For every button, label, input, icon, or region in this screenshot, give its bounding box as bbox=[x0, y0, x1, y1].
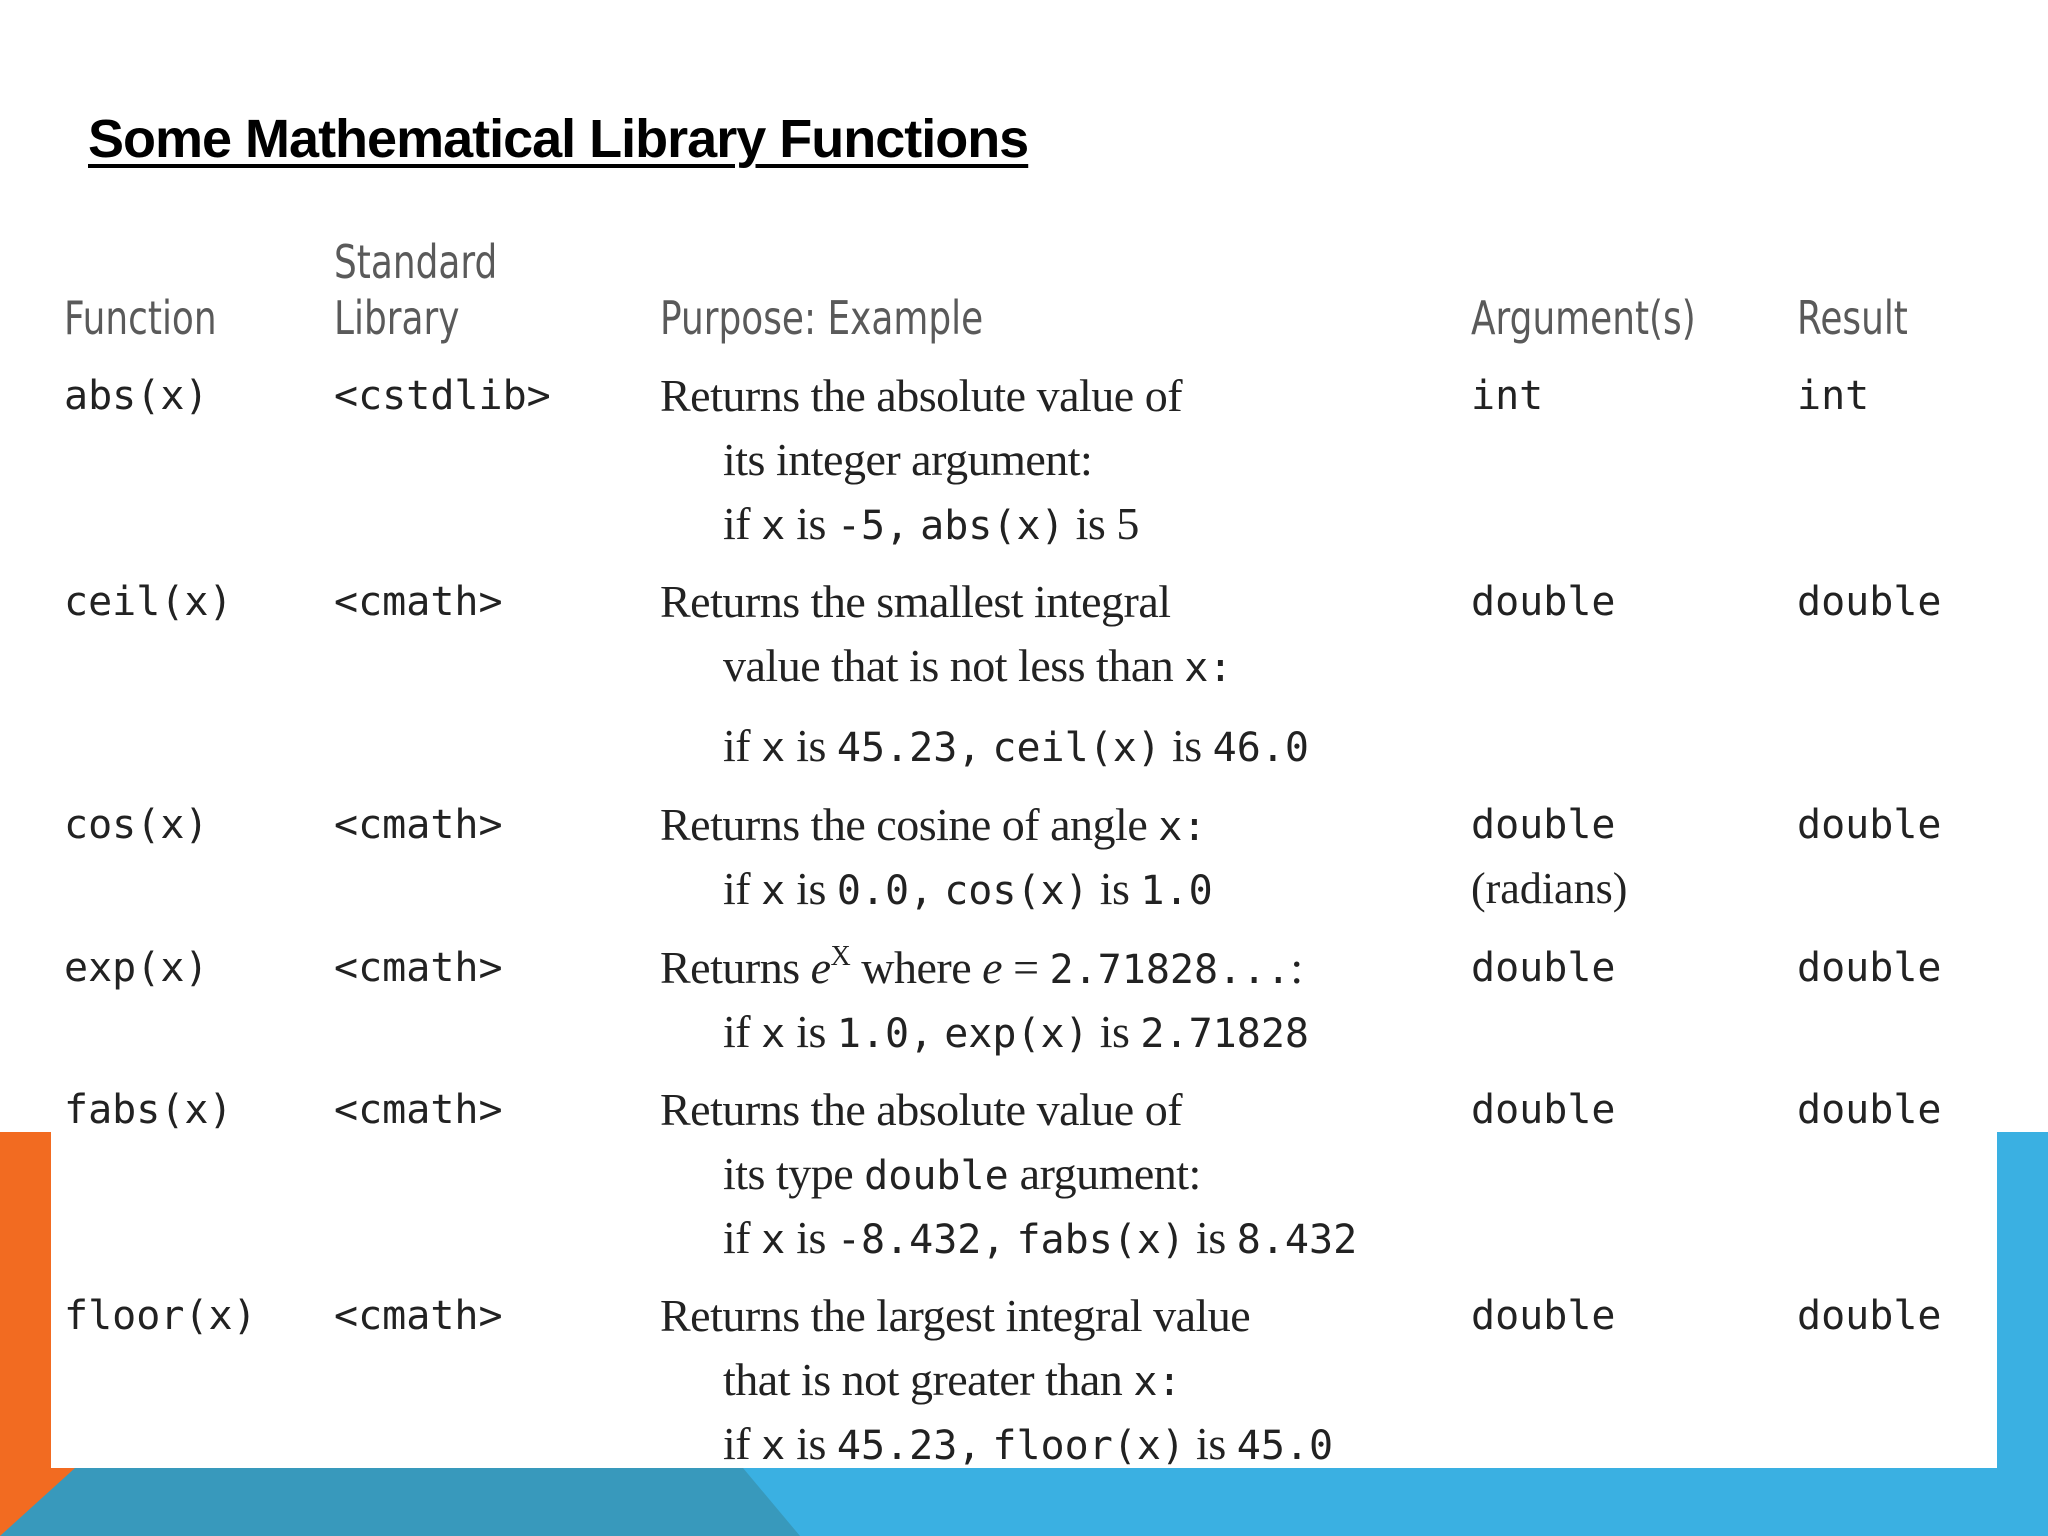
purpose-text: its type bbox=[723, 1148, 854, 1199]
library-header: <cmath> bbox=[334, 802, 503, 848]
argument-type: double bbox=[1471, 579, 1616, 625]
column-header-function: Function bbox=[64, 291, 217, 345]
example-var: x bbox=[761, 725, 786, 771]
purpose-line bbox=[723, 1142, 1201, 1208]
example-call: fabs(x) bbox=[1016, 1217, 1186, 1263]
example-if: if bbox=[723, 720, 751, 771]
example-if: if bbox=[723, 1212, 751, 1263]
purpose-line bbox=[660, 936, 1303, 1002]
purpose-code: x: bbox=[1158, 804, 1207, 850]
purpose-code: x: bbox=[1184, 645, 1233, 691]
result-type: double bbox=[1797, 802, 1942, 848]
purpose-text: where bbox=[861, 942, 972, 993]
example-if: if bbox=[723, 498, 751, 549]
result-type: double bbox=[1797, 579, 1942, 625]
header-line-library: Library bbox=[334, 291, 460, 345]
purpose-e: e bbox=[982, 942, 1003, 993]
example-call: cos(x) bbox=[944, 868, 1089, 914]
purpose-colon: : bbox=[1290, 942, 1303, 993]
header-line-standard: Standard bbox=[334, 235, 498, 289]
example-call: floor(x) bbox=[992, 1423, 1186, 1469]
result-type: int bbox=[1797, 373, 1870, 419]
example-line bbox=[723, 1000, 1309, 1066]
example-var: x bbox=[761, 868, 786, 914]
purpose-text: argument: bbox=[1019, 1148, 1201, 1199]
example-is: is bbox=[796, 1212, 826, 1263]
example-is: is bbox=[1075, 498, 1106, 549]
example-is: is bbox=[1196, 1418, 1226, 1469]
result-type: double bbox=[1797, 945, 1942, 991]
library-header: <cmath> bbox=[334, 1293, 503, 1339]
purpose-line: Returns the largest integral value bbox=[660, 1290, 1251, 1341]
purpose-line: Returns the absolute value of bbox=[660, 1084, 1183, 1135]
example-line bbox=[723, 1412, 1333, 1478]
example-is: is bbox=[1196, 1212, 1226, 1263]
function-name: exp(x) bbox=[64, 945, 209, 991]
page-title: Some Mathematical Library Functions bbox=[88, 109, 1029, 169]
function-name: fabs(x) bbox=[64, 1087, 233, 1133]
example-call: ceil(x) bbox=[992, 725, 1161, 771]
example-output: 45.0 bbox=[1236, 1423, 1334, 1469]
example-line bbox=[723, 492, 1139, 558]
example-is: is bbox=[796, 863, 826, 914]
argument-type: double bbox=[1471, 1293, 1616, 1339]
example-is: is bbox=[796, 498, 826, 549]
example-is: is bbox=[796, 1418, 826, 1469]
argument-type: double bbox=[1471, 945, 1616, 991]
argument-type: double bbox=[1471, 1087, 1616, 1133]
example-call: exp(x) bbox=[944, 1011, 1089, 1057]
column-header-arguments: Argument(s) bbox=[1471, 291, 1696, 345]
column-header-purpose: Purpose: Example bbox=[660, 291, 984, 345]
function-name: ceil(x) bbox=[64, 579, 233, 625]
purpose-line bbox=[660, 793, 1206, 859]
purpose-line bbox=[723, 634, 1232, 700]
example-line bbox=[723, 714, 1309, 780]
purpose-e: e bbox=[810, 942, 831, 993]
example-line bbox=[723, 1206, 1357, 1272]
example-input: 1.0, bbox=[836, 1011, 934, 1057]
argument-type: int bbox=[1471, 373, 1544, 419]
example-is: is bbox=[1099, 863, 1130, 914]
example-var: x bbox=[761, 503, 786, 549]
argument-note: (radians) bbox=[1471, 864, 1628, 913]
purpose-line: Returns the smallest integral bbox=[660, 576, 1171, 627]
example-var: x bbox=[761, 1423, 786, 1469]
example-output: 5 bbox=[1116, 498, 1139, 549]
example-input: -5, bbox=[836, 503, 910, 549]
purpose-text: value that is not less than bbox=[723, 640, 1174, 691]
example-input: 45.23, bbox=[836, 1423, 982, 1469]
purpose-text: Returns the cosine of angle bbox=[660, 799, 1148, 850]
dark-blue-bottom-band bbox=[0, 1468, 800, 1536]
example-input: -8.432, bbox=[836, 1217, 1006, 1263]
example-output: 8.432 bbox=[1236, 1217, 1358, 1263]
function-name: floor(x) bbox=[64, 1293, 257, 1339]
example-is: is bbox=[796, 1006, 826, 1057]
result-type: double bbox=[1797, 1087, 1942, 1133]
example-input: 0.0, bbox=[836, 868, 934, 914]
example-is: is bbox=[1171, 720, 1202, 771]
example-output: 1.0 bbox=[1140, 868, 1213, 914]
example-output: 46.0 bbox=[1212, 725, 1309, 771]
library-header: <cmath> bbox=[334, 1087, 503, 1133]
example-line bbox=[723, 857, 1213, 923]
purpose-code: double bbox=[864, 1153, 1009, 1199]
result-type: double bbox=[1797, 1293, 1942, 1339]
purpose-line: its integer argument: bbox=[723, 434, 1093, 485]
example-var: x bbox=[761, 1217, 786, 1263]
library-header: <cmath> bbox=[334, 945, 503, 991]
example-input: 45.23, bbox=[836, 725, 982, 771]
purpose-line bbox=[723, 1348, 1181, 1414]
column-header-result: Result bbox=[1797, 291, 1908, 345]
example-if: if bbox=[723, 1418, 751, 1469]
example-if: if bbox=[723, 1006, 751, 1057]
example-is: is bbox=[796, 720, 826, 771]
purpose-value: 2.71828... bbox=[1049, 947, 1291, 993]
library-header: <cstdlib> bbox=[334, 373, 551, 419]
example-call: abs(x) bbox=[920, 503, 1065, 549]
purpose-text: that is not greater than bbox=[723, 1354, 1123, 1405]
argument-type: double bbox=[1471, 802, 1616, 848]
purpose-text: Returns bbox=[660, 942, 800, 993]
function-name: cos(x) bbox=[64, 802, 209, 848]
purpose-code: x: bbox=[1133, 1359, 1182, 1405]
purpose-exponent: X bbox=[830, 941, 851, 972]
function-name: abs(x) bbox=[64, 373, 209, 419]
example-var: x bbox=[761, 1011, 786, 1057]
example-if: if bbox=[723, 863, 751, 914]
example-is: is bbox=[1099, 1006, 1130, 1057]
purpose-equals: = bbox=[1013, 942, 1039, 993]
purpose-line: Returns the absolute value of bbox=[660, 370, 1183, 421]
column-header-standard-library bbox=[334, 234, 497, 346]
example-output: 2.71828 bbox=[1140, 1011, 1309, 1057]
library-header: <cmath> bbox=[334, 579, 503, 625]
